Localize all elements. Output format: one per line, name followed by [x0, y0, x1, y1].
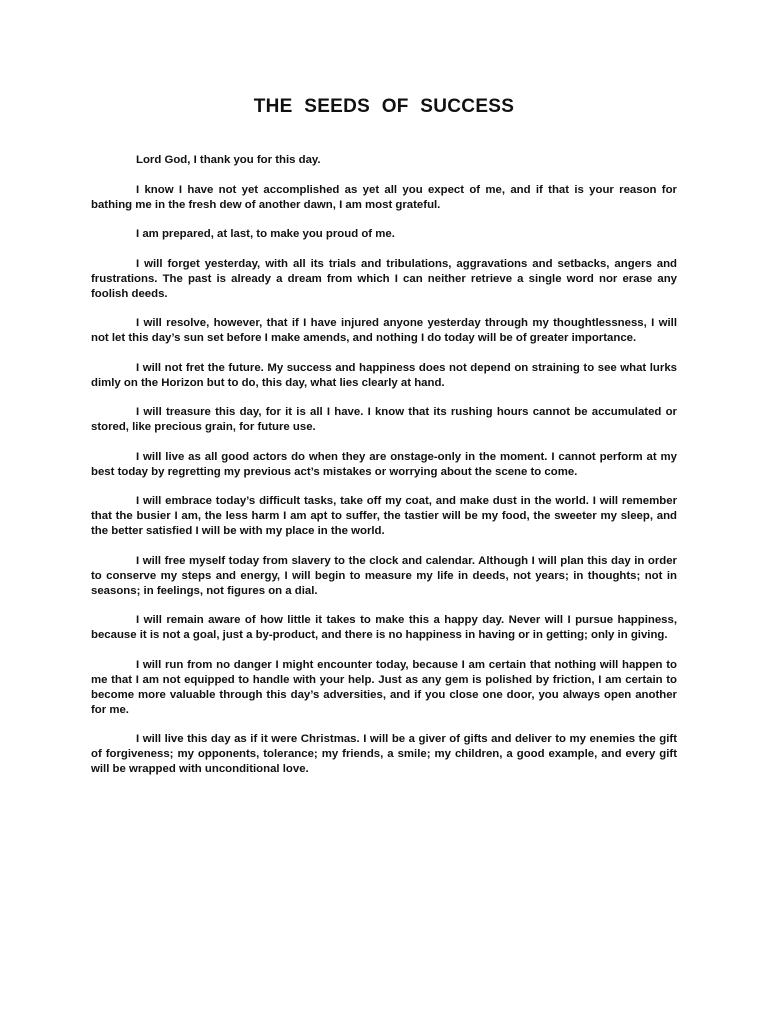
paragraph: I will run from no danger I might encounter today, because I am certain that nothing will happen to me that I am not equipped to handle with your help. Just as any gem is polished by friction, I am certain to become more valuable through this day’s adversities, and if you close one door, you always open another for me. [91, 658, 677, 716]
paragraph: Lord God, I thank you for this day. [136, 154, 321, 166]
paragraph: I will remain aware of how little it takes to make this a happy day. Never will I pursue happiness, because it is not a goal, just a by-product, and there is no happiness in having or in getting; only in giving. [91, 614, 677, 641]
paragraph: I will live this day as if it were Christmas. I will be a giver of gifts and deliver to my enemies the gift of forgiveness; my opponents, tolerance; my friends, a smile; my children, a good example, and every gift will be wrapped with unconditional love. [91, 733, 677, 775]
document-title: THE SEEDS OF SUCCESS [253, 96, 515, 117]
paragraph: I will forget yesterday, with all its trials and tribulations, aggravations and setbacks, angers and frustrations. The past is already a dream from which I can neither retrieve a single word nor erase any foolish deeds. [91, 257, 677, 300]
paragraph: I will live as all good actors do when they are onstage-only in the moment. I cannot perform at my best today by regretting my previous act’s mistakes or worrying about the scene to come. [91, 450, 677, 478]
paragraph: I will not fret the future. My success and happiness does not depend on straining to see what lurks dimly on the Horizon but to do, this day, what lies clearly at hand. [91, 361, 677, 389]
document-body [91, 153, 677, 792]
paragraph: I will embrace today’s difficult tasks, take off my coat, and make dust in the world. I will remember that the busier I am, the less harm I am apt to suffer, the tastier will be my food, the sweeter my sleep, and the better satisfied I will be with my place in the world. [91, 495, 677, 537]
paragraph: I will free myself today from slavery to the clock and calendar. Although I will plan this day in order to conserve my steps and energy, I will begin to measure my life in deeds, not years; in thoughts; not in seasons; in feelings, not figures on a dial. [91, 554, 677, 597]
paragraph: I know I have not yet accomplished as yet all you expect of me, and if that is your reason for bathing me in the fresh dew of another dawn, I am most grateful. [91, 183, 677, 211]
paragraph: I will treasure this day, for it is all I have. I know that its rushing hours cannot be accumulated or stored, like precious grain, for future use. [91, 406, 677, 433]
paragraph: I will resolve, however, that if I have injured anyone yesterday through my thoughtlessness, I will not let this day’s sun set before I make amends, and nothing I do today will be of greater importance. [91, 317, 677, 344]
paragraph: I am prepared, at last, to make you proud of me. [136, 228, 395, 240]
